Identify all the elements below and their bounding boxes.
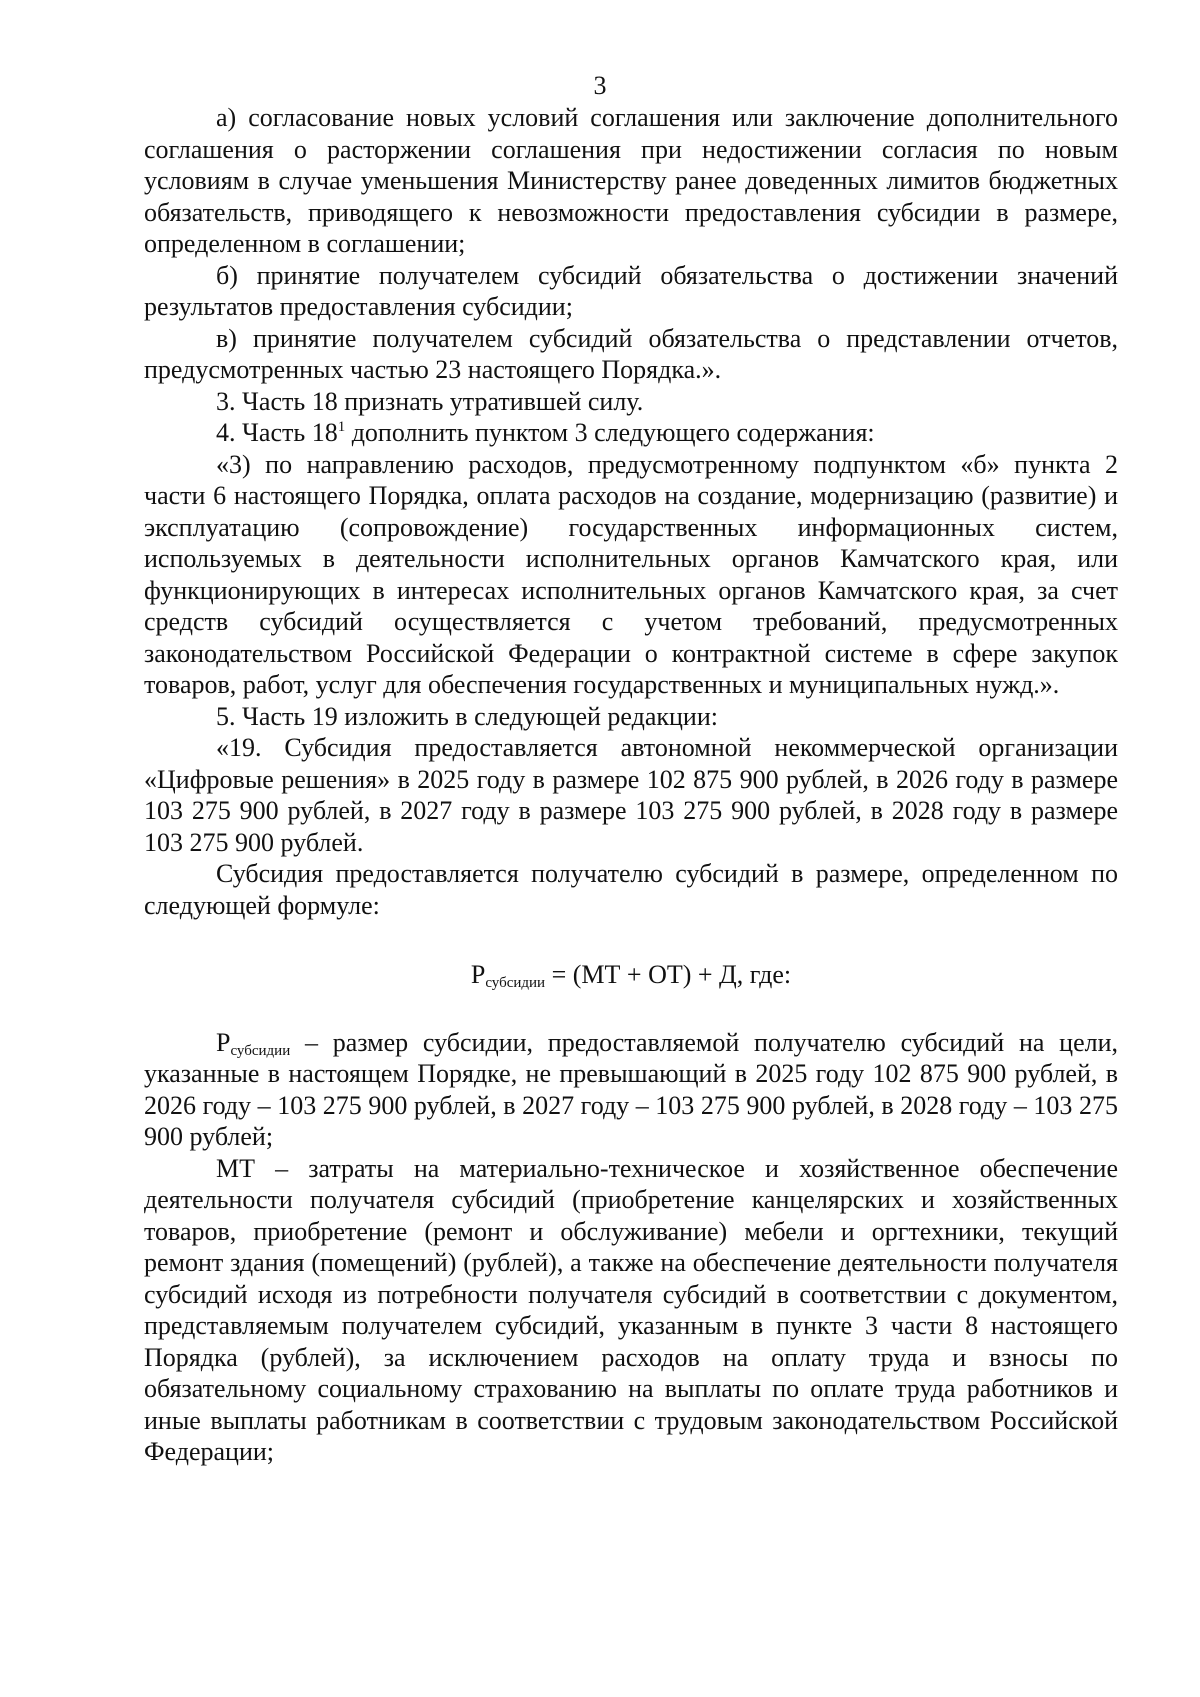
definition-text: – размер субсидии, предоставляемой получателю субсидий на цели, указанные в настоящем Порядке, не превышающий в 2025 году 102 875 900 рублей, в 2026 году – 103 275 900 рублей, в 2027 году – 103 275 900 рублей, в 2028 году – 103 275 900 рублей; [144, 1027, 1118, 1151]
paragraph-item-3-text: «3) по направлению расходов, предусмотренному подпунктом «б» пункта 2 части 6 настоящего Порядка, оплата расходов на создание, модернизацию (развитие) и эксплуатацию (сопровождение) государственных информационных систем, используемых в деятельности исполнительных органов Камчатского края, или функционирующих в интересах исполнительных органов Камчатского края, за счет средств субсидий осуществляется с учетом требований, предусмотренных законодательством Российской Федерации о контрактной системе в сфере закупок товаров, работ, услуг для обеспечения государственных и муниципальных нужд.». [144, 449, 1118, 699]
definition-symbol: Р [216, 1027, 231, 1057]
definition-subscript: субсидии [230, 1042, 291, 1059]
paragraph-part-19-text: «19. Субсидия предоставляется автономной некоммерческой организации «Цифровые решения» в 2025 году в размере 102 875 900 рублей, в 2026 году в размере 103 275 900 рублей, в 2027 году в размере 103 275 900 рублей, в 2028 году в размере 103 275 900 рублей. [144, 733, 1118, 857]
part-18-1-superscript: 1 [337, 419, 346, 435]
paragraph-part-18-repeal: 3. Часть 18 признать утратившей силу. [216, 386, 644, 416]
paragraph-part-18-1-amend [144, 417, 1118, 449]
part-18-1-suffix: дополнить пунктом 3 следующего содержания: [345, 418, 875, 447]
page-number: 3 [593, 71, 607, 100]
paragraph-item-v: в) принятие получателем субсидий обязательства о представлении отчетов, предусмотренных частью 23 настоящего Порядка.». [144, 323, 1118, 384]
formula-symbol: Р [470, 960, 486, 989]
document-body [144, 102, 1118, 1468]
paragraph-item-a: а) согласование новых условий соглашения или заключение дополнительного соглашения о расторжении соглашения при недостижении согласия по новым условиям в случае уменьшения Министерству ранее доведенных лимитов бюджетных обязательств, приводящего к невозможности предоставления субсидии в размере, определенном в соглашении; [144, 103, 1118, 258]
formula-expression: = (МТ + ОТ) + Д, где: [545, 960, 792, 989]
paragraph-part-19-amend: 5. Часть 19 изложить в следующей редакции: [216, 701, 718, 731]
paragraph-item-b: б) принятие получателем субсидий обязательства о достижении значений результатов предоставления субсидии; [144, 260, 1118, 321]
paragraph-mt-definition: МТ – затраты на материально-техническое и хозяйственное обеспечение деятельности получателя субсидий (приобретение канцелярских и хозяйственных товаров, приобретение (ремонт и обслуживание) мебели и оргтехники, текущий ремонт здания (помещений) (рублей), а также на обеспечение деятельности получателя субсидий исходя из потребности получателя субсидий в соответствии с документом, представляемым получателем субсидий, указанным в пункте 3 части 8 настоящего Порядка (рублей), за исключением расходов на оплату труда и взносы по обязательному социальному страхованию на выплаты по оплате труда работников и иные выплаты работникам в соответствии с трудовым законодательством Российской Федерации; [144, 1153, 1118, 1466]
paragraph-formula-intro: Субсидия предоставляется получателю субсидий в размере, определенном по следующей формуле: [144, 859, 1118, 920]
formula-subscript: субсидии [485, 975, 546, 991]
subsidy-formula [144, 959, 1118, 991]
paragraph-p-subsidy-definition [144, 1027, 1118, 1153]
part-18-1-prefix: 4. Часть 18 [216, 418, 338, 447]
